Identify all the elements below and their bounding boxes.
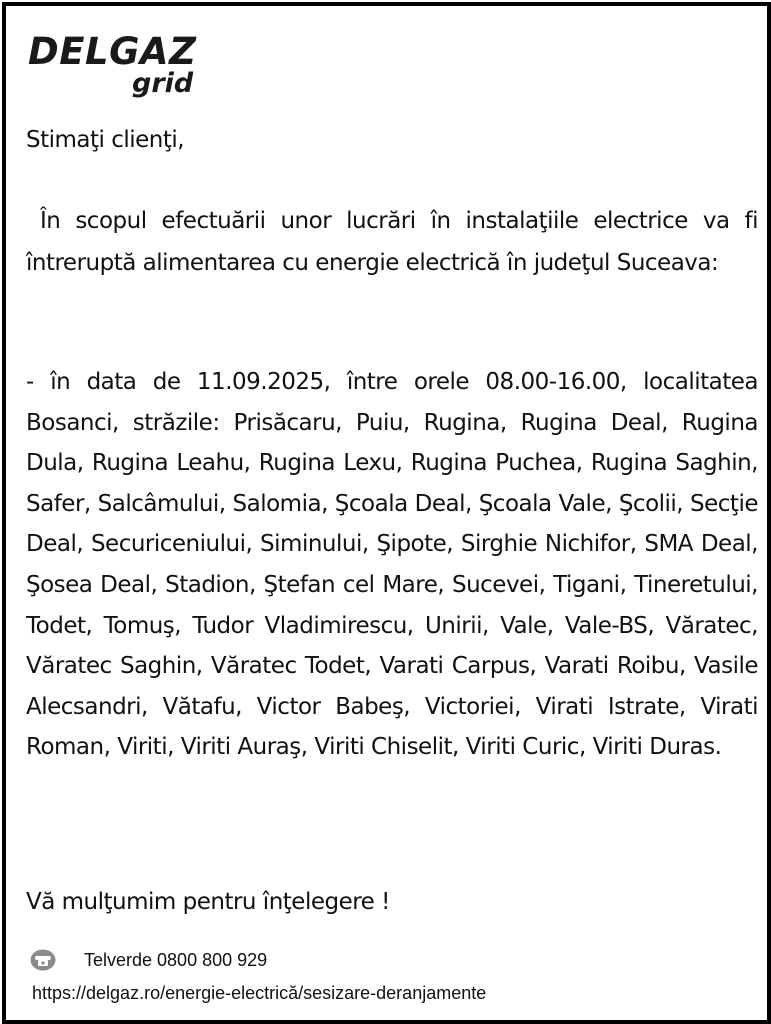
outage-details: - în data de 11.09.2025, între orele 08.00-16.00, localitatea Bosanci, străzile: Prisăcaru, Puiu, Rugina, Rugina Deal, Rugina Dula, Rugina Leahu, Rugina Lexu, Rugina Puchea, Rugina Saghin, Safer, Salcâmului, Salomia, Şcoala Deal, Şcoala Vale, Şcolii, Secţie Deal, Securiceniului, Siminului, Şipote, Sirghie Nichifor, SMA Deal, Şosea Deal, Stadion, Ştefan cel Mare, Sucevei, Tigani, Tineretului, Todet, Tomuş, Tudor Vladimirescu, Unirii, Vale, Vale-BS, Văratec, Văratec Saghin, Văratec Todet, Varati Carpus, Varati Roibu, Vasile Alecsandri, Vătafu, Victor Babeş, Victoriei, Virati Istrate, Virati Roman, Viriti, Viriti Auraş, Viriti Chiselit, Viriti Curic, Viriti Duras.: [26, 369, 758, 761]
phone-number: Telverde 0800 800 929: [84, 949, 268, 970]
intro-paragraph: În scopul efectuării unor lucrări în instalaţiile electrice va fi întreruptă alimentarea cu energie electrică în judeţul Suceava:: [26, 208, 758, 276]
phone-row: [30, 946, 267, 974]
greeting: Stimaţi clienţi,: [26, 127, 185, 153]
report-url[interactable]: https://delgaz.ro/energie-electrică/sesizare-deranjamente: [32, 983, 487, 1003]
notice-frame: [2, 2, 771, 1024]
telephone-icon: [30, 949, 56, 971]
delgaz-grid-logo: [28, 30, 208, 104]
logo-main-text: DELGAZ: [28, 30, 197, 73]
closing-line: Vă mulţumim pentru înţelegere !: [26, 889, 390, 915]
logo-sub-text: grid: [132, 68, 194, 99]
